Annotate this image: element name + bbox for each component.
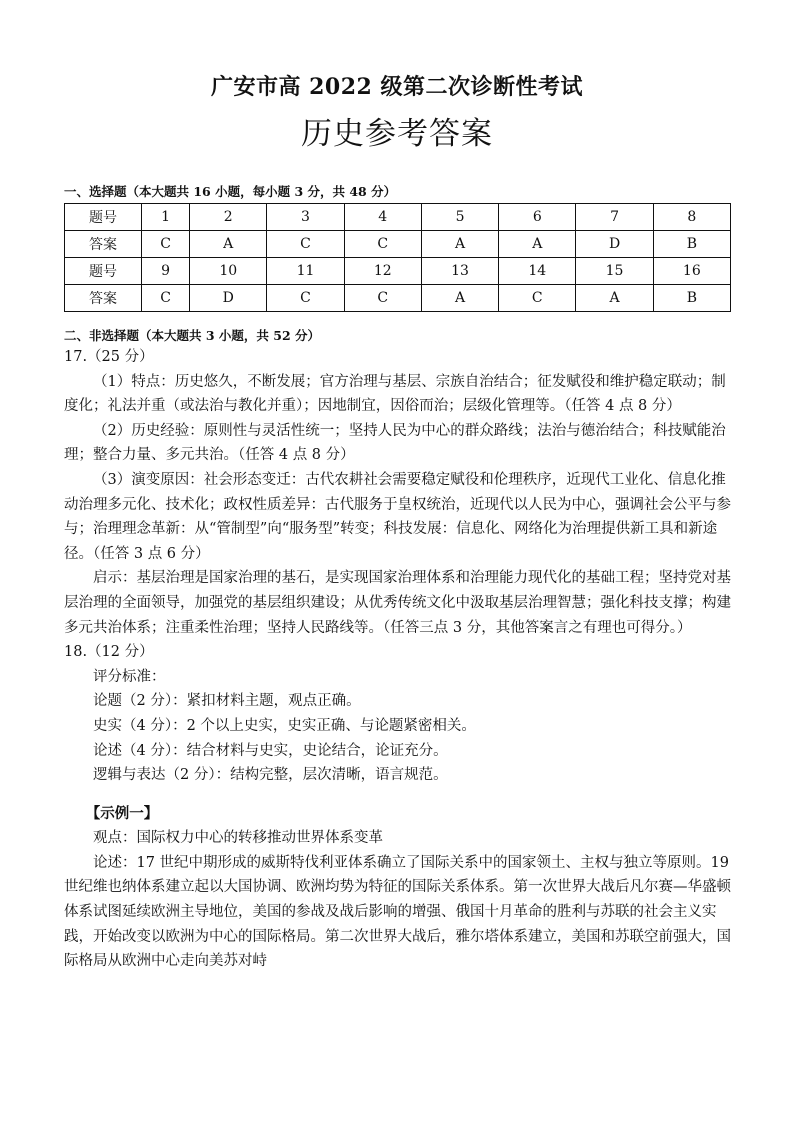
section1-heading: 一、选择题（本大题共 16 小题，每小题 3 分，共 48 分） (64, 184, 397, 199)
answer-table (64, 203, 731, 312)
table-cell: C (142, 285, 190, 312)
table-cell: A (499, 231, 576, 258)
example-viewpoint: 观点：国际权力中心的转移推动世界体系变革 (93, 830, 383, 847)
table-cell: 7 (576, 204, 653, 231)
q17-inspiration: 启示：基层治理是国家治理的基石，是实现国家治理体系和治理能力现代化的基础工程；坚持党对基层治理的全面领导，加强党的基层组织建设；从优秀传统文化中汲取基层治理智慧；强化科技支撑；构建多元共治体系；注重柔性治理；坚持人民路线等。（任答三点 3 分，其他答案言之有理也可得分。） (64, 570, 731, 636)
table-cell: A (421, 285, 498, 312)
criteria-logic: 逻辑与表达（2 分）：结构完整，层次清晰，语言规范。 (93, 767, 448, 784)
q17-part2: （2）历史经验：原则性与灵活性统一；坚持人民为中心的群众路线；法治与德治结合；科技赋能治理；整合力量、多元共治。（任答 4 点 8 分） (64, 422, 726, 464)
exam-title: 广安市高 2022 级第二次诊断性考试 (210, 74, 584, 100)
table-row (65, 258, 731, 285)
table-cell: C (142, 231, 190, 258)
q17-part1: （1）特点：历史悠久，不断发展；官方治理与基层、宗族自治结合；征发赋役和维护稳定联动；制度化；礼法并重（或法治与教化并重）；因地制宜，因俗而治；层级化管理等。（任答 4 点 8 分） (64, 373, 726, 415)
table-cell: C (344, 285, 421, 312)
table-cell: D (576, 231, 653, 258)
table-cell: 6 (499, 204, 576, 231)
table-row (65, 285, 731, 312)
table-cell: B (653, 231, 730, 258)
row-label: 答案 (65, 231, 142, 258)
table-cell: C (499, 285, 576, 312)
example-argument: 论述：17 世纪中期形成的威斯特伐利亚体系确立了国际关系中的国家领土、主权与独立等原则。19 世纪维也纳体系建立起以大国协调、欧洲均势为特征的国际关系体系。第一次世界大战后凡尔赛—华盛顿体系试图延续欧洲主导地位，美国的参战及战后影响的增强、俄国十月革命的胜利与苏联的社会主义实践，开始改变以欧洲为中心的国际格局。第二次世界大战后，雅尔塔体系建立，美国和苏联空前强大，国际格局从欧洲中心走向美苏对峙 (64, 854, 731, 970)
table-cell: C (344, 231, 421, 258)
example-heading: 【示例一】 (85, 804, 159, 822)
table-cell: 2 (190, 204, 267, 231)
table-cell: 8 (653, 204, 730, 231)
section2-heading: 二、非选择题（本大题共 3 小题，共 52 分） (64, 328, 321, 343)
table-cell: 10 (190, 258, 267, 285)
table-cell: A (421, 231, 498, 258)
table-cell: A (190, 231, 267, 258)
question-17-label: 17.（25 分） (64, 349, 154, 365)
table-cell: 5 (421, 204, 498, 231)
table-cell: C (267, 285, 344, 312)
table-cell: A (576, 285, 653, 312)
table-cell: 11 (267, 258, 344, 285)
table-row (65, 231, 731, 258)
table-cell: 12 (344, 258, 421, 285)
table-cell: D (190, 285, 267, 312)
table-cell: 3 (267, 204, 344, 231)
table-cell: 1 (142, 204, 190, 231)
table-cell: B (653, 285, 730, 312)
question-18-label: 18.（12 分） (64, 644, 154, 661)
criteria-facts: 史实（4 分）：2 个以上史实，史实正确、与论题紧密相关。 (93, 717, 476, 734)
table-cell: 13 (421, 258, 498, 285)
table-cell: 4 (344, 204, 421, 231)
table-cell: 16 (653, 258, 730, 285)
table-cell: 15 (576, 258, 653, 285)
q17-part3: （3）演变原因：社会形态变迁：古代农耕社会需要稳定赋役和伦理秩序，近现代工业化、信息化推动治理多元化、技术化；政权性质差异：古代服务于皇权统治，近现代以人民为中心，强调社会公平与参与；治理理念革新：从“管制型”向“服务型”转变；科技发展：信息化、网络化为治理提供新工具和新途径。（任答 3 点 6 分） (64, 471, 731, 562)
criteria-thesis: 论题（2 分）：紧扣材料主题，观点正确。 (93, 693, 361, 710)
row-label: 答案 (65, 285, 142, 312)
table-cell: 14 (499, 258, 576, 285)
row-label: 题号 (65, 258, 142, 285)
document-title: 历史参考答案 (301, 116, 493, 152)
question-17-block (64, 345, 731, 974)
table-cell: 9 (142, 258, 190, 285)
criteria-argument: 论述（4 分）：结合材料与史实，史论结合，论证充分。 (93, 742, 448, 759)
table-cell: C (267, 231, 344, 258)
table-row (65, 204, 731, 231)
row-label: 题号 (65, 204, 142, 231)
criteria-title: 评分标准： (93, 668, 166, 685)
spacer (64, 788, 731, 802)
